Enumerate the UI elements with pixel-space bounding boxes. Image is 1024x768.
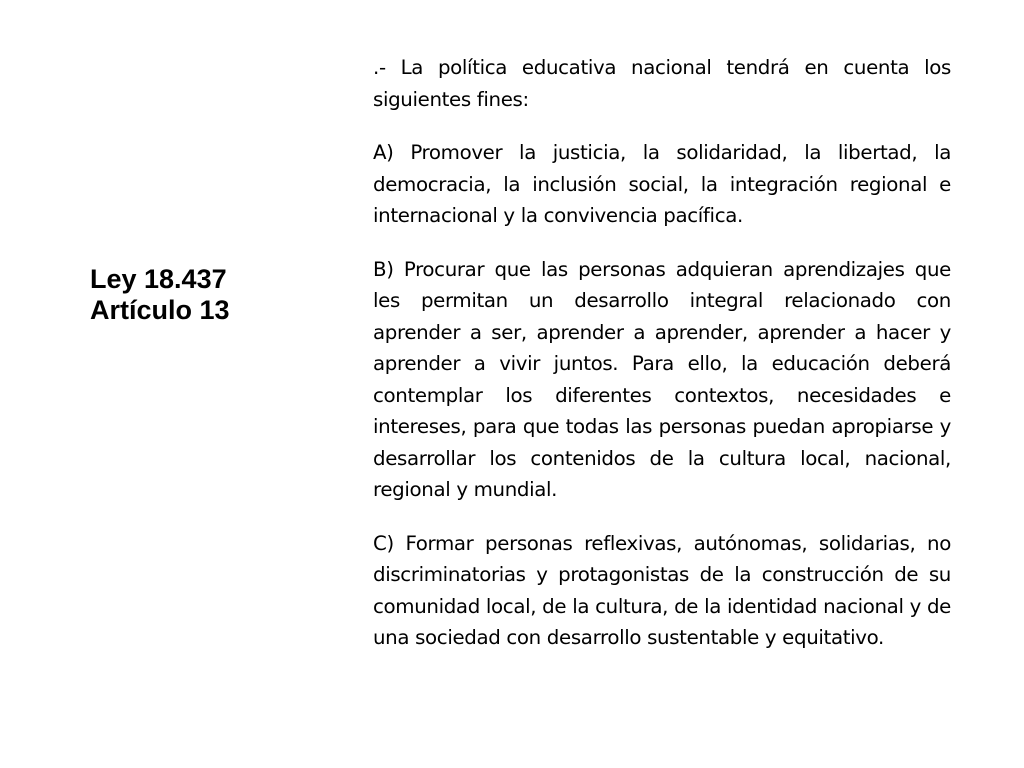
article-number: Artículo 13	[90, 295, 230, 325]
article-intro: .- La política educativa nacional tendrá en cuenta los siguientes fines:	[373, 56, 951, 111]
article-body	[373, 52, 951, 676]
article-item-a: A) Promover la justicia, la solidaridad, la libertad, la democracia, la inclusión social, la integración regional e internacional y la convivencia pacífica.	[373, 141, 951, 227]
law-title	[90, 264, 350, 326]
article-item-c: C) Formar personas reflexivas, autónomas, solidarias, no discriminatorias y protagonistas de la construcción de su comunidad local, de la cultura, de la identidad nacional y de una sociedad con desarrollo sustentable y equitativo.	[373, 531, 951, 649]
law-name: Ley 18.437	[90, 264, 227, 294]
article-item-b: B) Procurar que las personas adquieran aprendizajes que les permitan un desarrollo integral relacionado con aprender a ser, aprender a aprender, aprender a hacer y aprender a vivir juntos. Para ello, la educación deberá contemplar los diferentes contextos, necesidades e intereses, para que todas las personas puedan apropiarse y desarrollar los contenidos de la cultura local, nacional, regional y mundial.	[373, 257, 951, 501]
